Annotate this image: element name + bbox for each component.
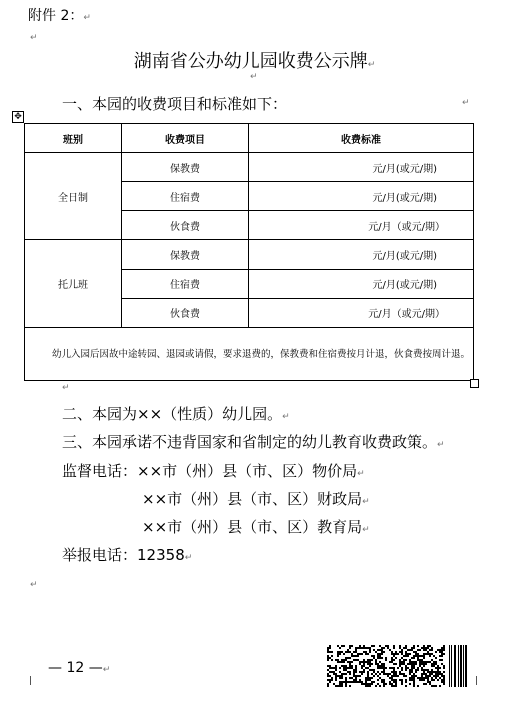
- standard-cell: 元/月(或元/期): [249, 269, 474, 298]
- supervision-phone-line: ××市（州）县（市、区）财政局↵: [142, 490, 370, 508]
- header-standard: 收费标准: [249, 124, 474, 153]
- class-cell: 托儿班: [25, 240, 122, 327]
- report-label: 举报电话：: [62, 546, 138, 564]
- table-row: [25, 153, 474, 182]
- margin-marker: [476, 676, 477, 685]
- report-phone: 举报电话：12358↵: [62, 546, 193, 564]
- title-text: 湖南省公办幼儿园收费公示牌: [133, 51, 368, 72]
- section-2-text: 二、本园为××（性质）幼儿园。: [62, 405, 283, 423]
- section-3-text: 三、本园承诺不违背国家和省制定的幼儿教育收费政策。: [62, 433, 438, 451]
- paragraph-mark: ↵: [462, 98, 470, 108]
- standard-cell: 元/月(或元/期): [249, 240, 474, 269]
- margin-marker: [30, 676, 31, 685]
- supervision-phone: 监督电话：××市（州）县（市、区）物价局↵: [62, 462, 365, 480]
- table-resize-handle-icon[interactable]: [470, 379, 479, 388]
- barcode-icon: [327, 645, 468, 687]
- table-row: [25, 240, 474, 269]
- item-cell: 保教费: [122, 153, 249, 182]
- supervision-line: ××市（州）县（市、区）教育局: [142, 518, 363, 536]
- class-cell: 全日制: [25, 153, 122, 240]
- paragraph-mark: ↵: [250, 72, 258, 82]
- header-item: 收费项目: [122, 124, 249, 153]
- page-number: — 12 —↵: [48, 660, 111, 676]
- page-number-text: — 12 —: [48, 660, 103, 676]
- attachment-text: 附件 2：: [28, 8, 84, 24]
- item-cell: 伙食费: [122, 298, 249, 327]
- attachment-label: 附件 2：↵: [28, 8, 91, 24]
- section-3: 三、本园承诺不违背国家和省制定的幼儿教育收费政策。↵: [62, 433, 445, 451]
- standard-cell: 元/月（或元/期）: [249, 211, 474, 240]
- standard-cell: 元/月(或元/期): [249, 153, 474, 182]
- section-1-heading: 一、本园的收费项目和标准如下：: [62, 95, 288, 113]
- paragraph-mark: ↵: [62, 383, 70, 393]
- supervision-line: ××市（州）县（市、区）财政局: [142, 490, 363, 508]
- supervision-line: ××市（州）县（市、区）物价局: [137, 462, 358, 480]
- item-cell: 伙食费: [122, 211, 249, 240]
- page-title: 湖南省公办幼儿园收费公示牌↵: [133, 51, 376, 72]
- refund-note: 幼儿入园后因故中途转园、退园或请假，要求退费的，保教费和住宿费按月计退，伙食费按周计退。: [25, 327, 474, 380]
- item-cell: 住宿费: [122, 182, 249, 211]
- table-header-row: [25, 124, 474, 153]
- report-number: 12358: [137, 546, 185, 564]
- item-cell: 住宿费: [122, 269, 249, 298]
- section-2: 二、本园为××（性质）幼儿园。↵: [62, 405, 290, 423]
- standard-cell: 元/月(或元/期): [249, 182, 474, 211]
- paragraph-mark: ↵: [30, 33, 38, 43]
- paragraph-mark: ↵: [30, 580, 38, 590]
- header-class: 班别: [25, 124, 122, 153]
- fee-table: [24, 123, 474, 381]
- supervision-phone-line: ××市（州）县（市、区）教育局↵: [142, 518, 370, 536]
- supervision-label: 监督电话：: [62, 462, 138, 480]
- item-cell: 保教费: [122, 240, 249, 269]
- table-note-row: [25, 327, 474, 380]
- table-move-handle-icon[interactable]: ✥: [12, 111, 24, 123]
- standard-cell: 元/月（或元/期）: [249, 298, 474, 327]
